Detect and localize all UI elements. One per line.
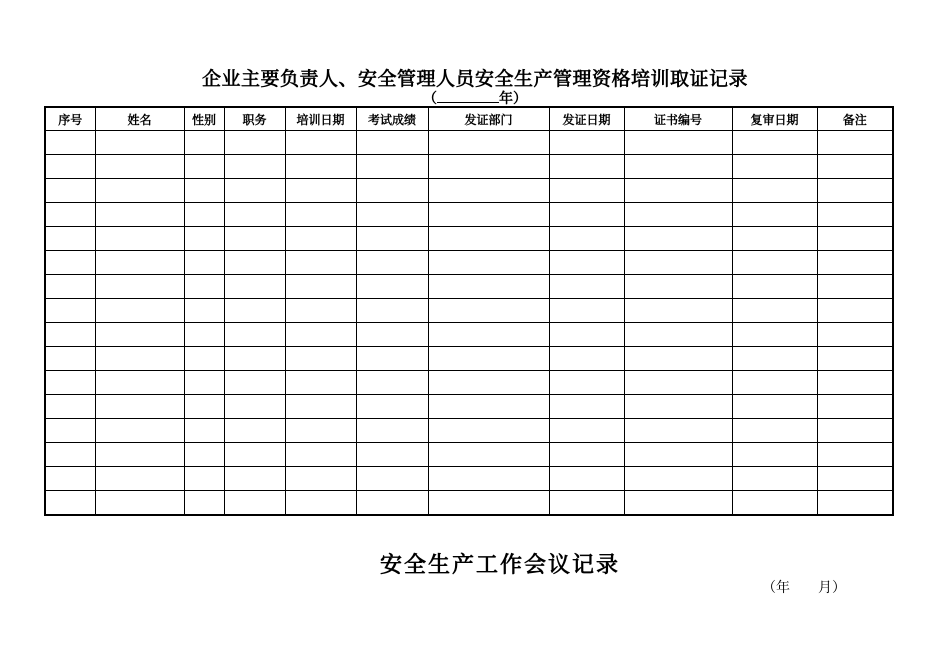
col-header-exam-score: 考试成绩	[356, 107, 428, 131]
table-cell[interactable]	[45, 299, 95, 323]
table-cell[interactable]	[184, 275, 224, 299]
table-cell[interactable]	[428, 443, 549, 467]
table-cell[interactable]	[356, 467, 428, 491]
table-cell[interactable]	[224, 419, 285, 443]
table-cell[interactable]	[817, 395, 893, 419]
table-cell[interactable]	[45, 155, 95, 179]
table-row	[45, 155, 893, 179]
table-cell[interactable]	[732, 299, 817, 323]
table-cell[interactable]	[817, 491, 893, 516]
table-cell[interactable]	[624, 131, 732, 155]
table-cell[interactable]	[732, 323, 817, 347]
table-cell[interactable]	[45, 251, 95, 275]
col-header-review-date: 复审日期	[732, 107, 817, 131]
table-cell[interactable]	[285, 467, 356, 491]
table-cell[interactable]	[549, 323, 624, 347]
table-cell[interactable]	[356, 155, 428, 179]
table-cell[interactable]	[549, 491, 624, 516]
table-row	[45, 227, 893, 251]
year-blank	[437, 90, 499, 103]
table-cell[interactable]	[549, 155, 624, 179]
table-row	[45, 491, 893, 516]
table-cell[interactable]	[224, 275, 285, 299]
table-cell[interactable]	[184, 347, 224, 371]
table-cell[interactable]	[817, 179, 893, 203]
table-cell[interactable]	[45, 395, 95, 419]
table-body	[45, 131, 893, 516]
table-cell[interactable]	[356, 323, 428, 347]
table-cell[interactable]	[732, 203, 817, 227]
table-cell[interactable]	[428, 299, 549, 323]
table-cell[interactable]	[184, 203, 224, 227]
table-cell[interactable]	[45, 371, 95, 395]
table-cell[interactable]	[428, 131, 549, 155]
records-table	[44, 106, 894, 516]
table-cell[interactable]	[184, 419, 224, 443]
table-cell[interactable]	[356, 227, 428, 251]
table-cell[interactable]	[428, 395, 549, 419]
table-cell[interactable]	[624, 275, 732, 299]
table-row	[45, 347, 893, 371]
table-cell[interactable]	[45, 491, 95, 516]
month-line: （年 月）	[762, 580, 846, 596]
table-cell[interactable]	[817, 155, 893, 179]
table-cell[interactable]	[732, 131, 817, 155]
table-cell[interactable]	[224, 227, 285, 251]
table-cell[interactable]	[184, 179, 224, 203]
second-title: 安全生产工作会议记录	[379, 552, 620, 578]
table-cell[interactable]	[732, 467, 817, 491]
table-cell[interactable]	[45, 443, 95, 467]
table-row	[45, 251, 893, 275]
table-cell[interactable]	[624, 371, 732, 395]
table-cell[interactable]	[817, 275, 893, 299]
table-cell[interactable]	[356, 347, 428, 371]
col-header-position: 职务	[224, 107, 285, 131]
table-cell[interactable]	[549, 395, 624, 419]
table-cell[interactable]	[732, 491, 817, 516]
table-cell[interactable]	[285, 251, 356, 275]
table-cell[interactable]	[817, 371, 893, 395]
table-cell[interactable]	[732, 371, 817, 395]
table-row	[45, 323, 893, 347]
table-cell[interactable]	[224, 467, 285, 491]
table-cell[interactable]	[356, 131, 428, 155]
table-cell[interactable]	[428, 155, 549, 179]
table-cell[interactable]	[817, 347, 893, 371]
table-row	[45, 467, 893, 491]
table-cell[interactable]	[285, 275, 356, 299]
table-cell[interactable]	[224, 443, 285, 467]
table-cell[interactable]	[356, 491, 428, 516]
table-cell[interactable]	[224, 395, 285, 419]
table-cell[interactable]	[45, 179, 95, 203]
col-header-remarks: 备注	[817, 107, 893, 131]
table-cell[interactable]	[184, 227, 224, 251]
table-cell[interactable]	[549, 179, 624, 203]
table-cell[interactable]	[95, 131, 184, 155]
table-cell[interactable]	[732, 227, 817, 251]
year-suffix: 年）	[499, 91, 527, 107]
table-cell[interactable]	[356, 251, 428, 275]
col-header-index: 序号	[45, 107, 95, 131]
table-cell[interactable]	[95, 491, 184, 516]
table-cell[interactable]	[224, 491, 285, 516]
table-cell[interactable]	[45, 275, 95, 299]
table-cell[interactable]	[732, 419, 817, 443]
table-cell[interactable]	[428, 251, 549, 275]
col-header-cert-number: 证书编号	[624, 107, 732, 131]
table-cell[interactable]	[95, 419, 184, 443]
table-cell[interactable]	[184, 395, 224, 419]
table-cell[interactable]	[817, 299, 893, 323]
table-cell[interactable]	[624, 323, 732, 347]
table-cell[interactable]	[45, 347, 95, 371]
table-cell[interactable]	[285, 323, 356, 347]
table-cell[interactable]	[285, 395, 356, 419]
col-header-training-date: 培训日期	[285, 107, 356, 131]
table-cell[interactable]	[285, 227, 356, 251]
table-cell[interactable]	[184, 299, 224, 323]
table-cell[interactable]	[285, 299, 356, 323]
table-row	[45, 299, 893, 323]
table-cell[interactable]	[224, 179, 285, 203]
table-cell[interactable]	[356, 395, 428, 419]
table-cell[interactable]	[285, 131, 356, 155]
table-cell[interactable]	[285, 347, 356, 371]
table-cell[interactable]	[95, 443, 184, 467]
table-row	[45, 203, 893, 227]
table-cell[interactable]	[549, 251, 624, 275]
table-cell[interactable]	[549, 227, 624, 251]
table-row	[45, 179, 893, 203]
table-cell[interactable]	[817, 323, 893, 347]
table-cell[interactable]	[624, 491, 732, 516]
table-cell[interactable]	[224, 203, 285, 227]
table-cell[interactable]	[45, 131, 95, 155]
table-cell[interactable]	[356, 179, 428, 203]
table-cell[interactable]	[817, 467, 893, 491]
col-header-issue-date: 发证日期	[549, 107, 624, 131]
table-cell[interactable]	[549, 131, 624, 155]
table-cell[interactable]	[624, 179, 732, 203]
year-open-paren: （	[423, 91, 437, 107]
table-cell[interactable]	[624, 395, 732, 419]
table-cell[interactable]	[224, 251, 285, 275]
table-cell[interactable]	[45, 203, 95, 227]
table-cell[interactable]	[95, 179, 184, 203]
table-cell[interactable]	[95, 299, 184, 323]
table-cell[interactable]	[817, 227, 893, 251]
table-cell[interactable]	[285, 443, 356, 467]
table-cell[interactable]	[732, 251, 817, 275]
table-cell[interactable]	[549, 443, 624, 467]
table-cell[interactable]	[549, 275, 624, 299]
table-cell[interactable]	[428, 371, 549, 395]
table-cell[interactable]	[95, 275, 184, 299]
table-cell[interactable]	[184, 323, 224, 347]
table-row	[45, 419, 893, 443]
table-cell[interactable]	[624, 347, 732, 371]
header-row	[45, 107, 893, 131]
table-cell[interactable]	[285, 155, 356, 179]
table-cell[interactable]	[45, 227, 95, 251]
table-cell[interactable]	[45, 467, 95, 491]
table-cell[interactable]	[549, 347, 624, 371]
table-cell[interactable]	[95, 467, 184, 491]
table-cell[interactable]	[184, 131, 224, 155]
table-cell[interactable]	[549, 371, 624, 395]
table-cell[interactable]	[549, 299, 624, 323]
table-cell[interactable]	[224, 323, 285, 347]
table-cell[interactable]	[95, 155, 184, 179]
table-cell[interactable]	[45, 419, 95, 443]
table-cell[interactable]	[184, 371, 224, 395]
col-header-gender: 性别	[184, 107, 224, 131]
table-cell[interactable]	[224, 155, 285, 179]
table-cell[interactable]	[95, 347, 184, 371]
table-cell[interactable]	[624, 203, 732, 227]
col-header-issuing-dept: 发证部门	[428, 107, 549, 131]
table-cell[interactable]	[356, 275, 428, 299]
table-cell[interactable]	[624, 419, 732, 443]
table-cell[interactable]	[817, 419, 893, 443]
table-cell[interactable]	[184, 251, 224, 275]
table-cell[interactable]	[95, 323, 184, 347]
table-cell[interactable]	[624, 443, 732, 467]
table-cell[interactable]	[95, 227, 184, 251]
table-cell[interactable]	[732, 347, 817, 371]
table-cell[interactable]	[624, 299, 732, 323]
table-cell[interactable]	[356, 371, 428, 395]
table-cell[interactable]	[95, 371, 184, 395]
table-cell[interactable]	[549, 203, 624, 227]
table-cell[interactable]	[624, 467, 732, 491]
table-cell[interactable]	[624, 251, 732, 275]
table-row	[45, 395, 893, 419]
table-cell[interactable]	[285, 203, 356, 227]
table-cell[interactable]	[428, 179, 549, 203]
table-cell[interactable]	[428, 467, 549, 491]
table-cell[interactable]	[285, 371, 356, 395]
document-title: 企业主要负责人、安全管理人员安全生产管理资格培训取证记录	[201, 68, 748, 90]
table-row	[45, 443, 893, 467]
table-cell[interactable]	[549, 419, 624, 443]
table-cell[interactable]	[624, 227, 732, 251]
table-cell[interactable]	[732, 395, 817, 419]
table-cell[interactable]	[817, 443, 893, 467]
table-cell[interactable]	[732, 155, 817, 179]
table-cell[interactable]	[224, 131, 285, 155]
table-cell[interactable]	[95, 251, 184, 275]
table-cell[interactable]	[428, 323, 549, 347]
table-cell[interactable]	[624, 155, 732, 179]
table-cell[interactable]	[184, 491, 224, 516]
table-cell[interactable]	[732, 179, 817, 203]
table-cell[interactable]	[428, 227, 549, 251]
col-header-name: 姓名	[95, 107, 184, 131]
table-cell[interactable]	[356, 203, 428, 227]
table-cell[interactable]	[817, 251, 893, 275]
table-row	[45, 275, 893, 299]
table-cell[interactable]	[428, 203, 549, 227]
table-cell[interactable]	[549, 467, 624, 491]
table-cell[interactable]	[224, 371, 285, 395]
table-row	[45, 131, 893, 155]
table-cell[interactable]	[817, 203, 893, 227]
table-cell[interactable]	[95, 203, 184, 227]
table-cell[interactable]	[224, 347, 285, 371]
table-cell[interactable]	[184, 443, 224, 467]
table-cell[interactable]	[356, 299, 428, 323]
table-cell[interactable]	[285, 419, 356, 443]
table-cell[interactable]	[285, 491, 356, 516]
table-cell[interactable]	[184, 155, 224, 179]
table-cell[interactable]	[95, 395, 184, 419]
table-row	[45, 371, 893, 395]
year-line	[0, 88, 950, 108]
table-cell[interactable]	[184, 467, 224, 491]
table-cell[interactable]	[45, 323, 95, 347]
table-cell[interactable]	[285, 179, 356, 203]
table-cell[interactable]	[428, 491, 549, 516]
table-cell[interactable]	[732, 443, 817, 467]
table-cell[interactable]	[356, 443, 428, 467]
table-cell[interactable]	[224, 299, 285, 323]
table-cell[interactable]	[732, 275, 817, 299]
table-cell[interactable]	[428, 275, 549, 299]
table-cell[interactable]	[428, 347, 549, 371]
table-cell[interactable]	[428, 419, 549, 443]
table-cell[interactable]	[817, 131, 893, 155]
table-cell[interactable]	[356, 419, 428, 443]
